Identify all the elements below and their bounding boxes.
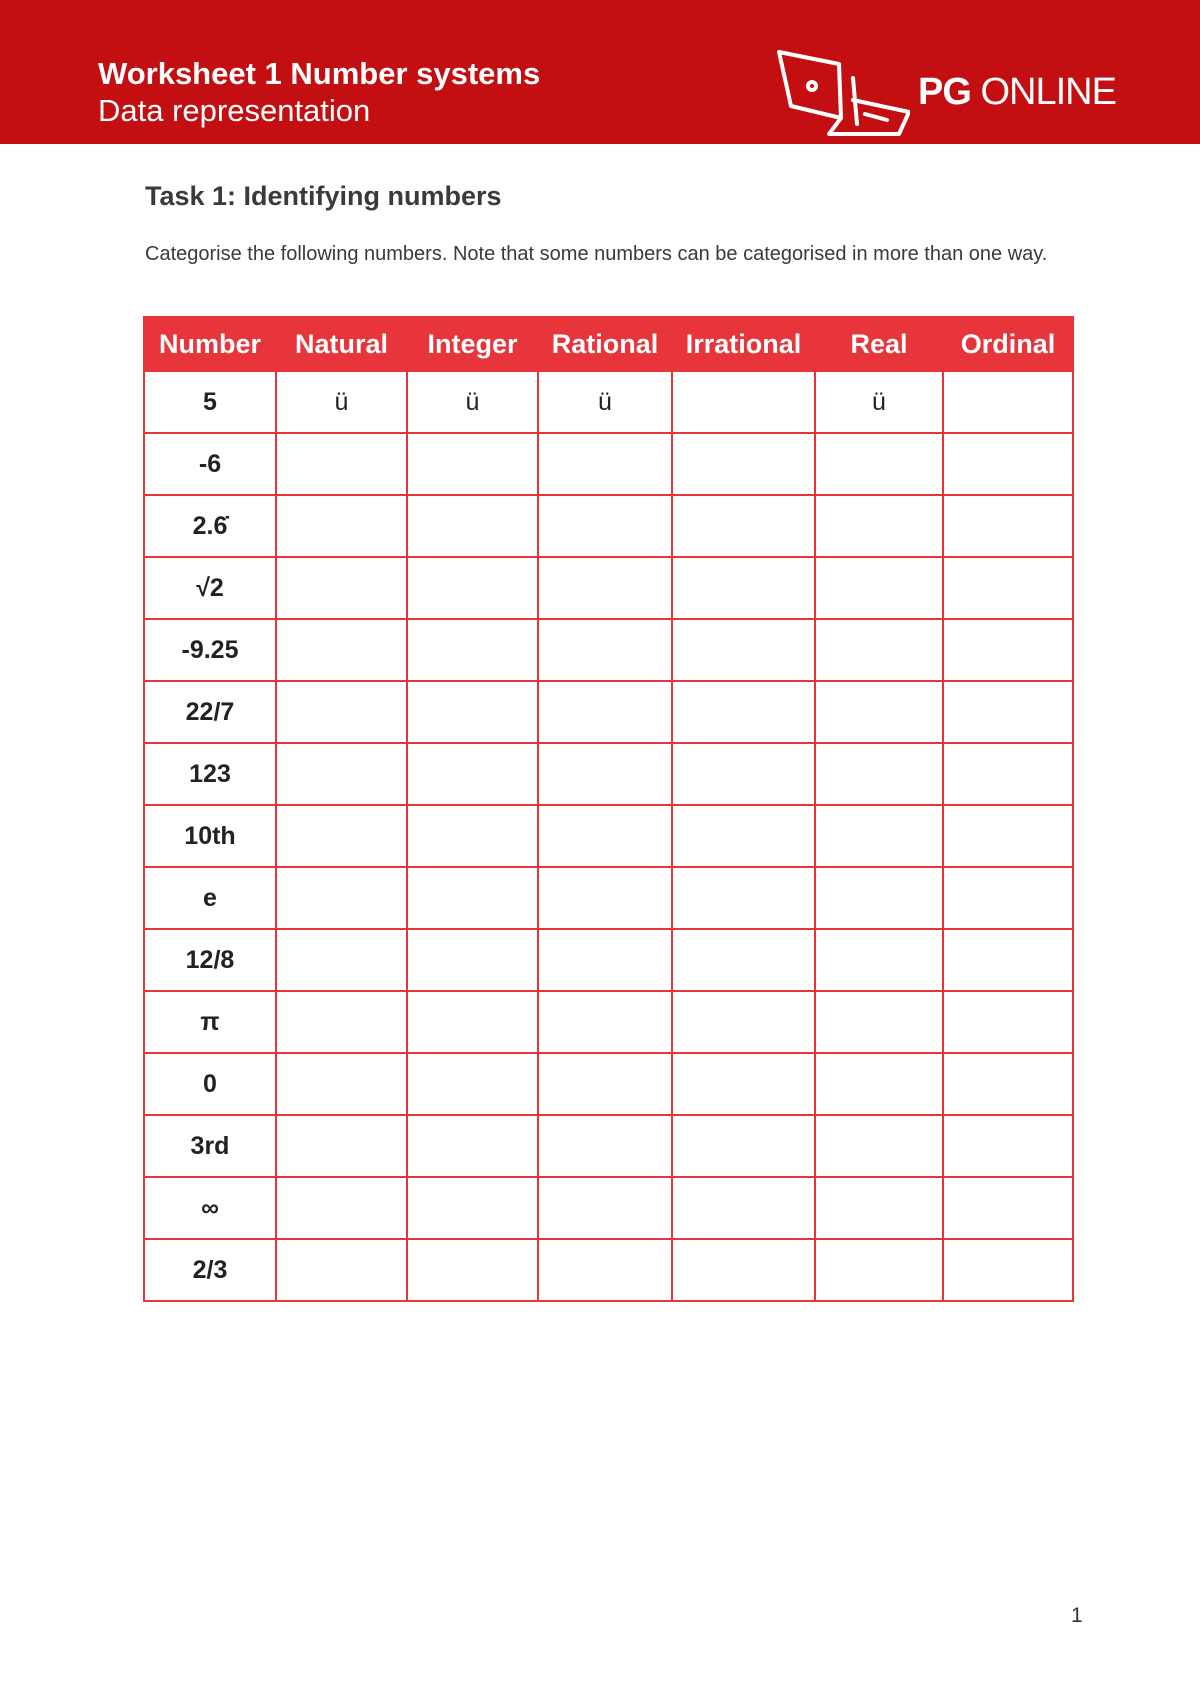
answer-cell-real[interactable]	[815, 867, 943, 929]
number-cell: 123	[144, 743, 276, 805]
answer-cell-irrational[interactable]	[672, 743, 815, 805]
answer-cell-rational[interactable]	[538, 1239, 672, 1301]
answer-cell-rational[interactable]	[538, 619, 672, 681]
answer-cell-irrational[interactable]	[672, 1239, 815, 1301]
number-cell: -6	[144, 433, 276, 495]
number-cell: 2/3	[144, 1239, 276, 1301]
answer-cell-integer[interactable]	[407, 433, 538, 495]
answer-cell-integer[interactable]	[407, 991, 538, 1053]
column-header-integer: Integer	[407, 317, 538, 371]
answer-cell-irrational[interactable]	[672, 805, 815, 867]
laptop-icon	[775, 50, 910, 136]
answer-cell-integer[interactable]	[407, 1115, 538, 1177]
column-header-real: Real	[815, 317, 943, 371]
answer-cell-ordinal[interactable]	[943, 557, 1073, 619]
answer-cell-integer[interactable]	[407, 743, 538, 805]
page-number: 1	[1071, 1604, 1083, 1627]
answer-cell-integer[interactable]	[407, 929, 538, 991]
table-row	[144, 1177, 1073, 1239]
answer-cell-natural[interactable]	[276, 557, 407, 619]
answer-cell-rational[interactable]	[538, 929, 672, 991]
number-cell: 3rd	[144, 1115, 276, 1177]
answer-cell-ordinal[interactable]	[943, 743, 1073, 805]
answer-cell-ordinal[interactable]	[943, 805, 1073, 867]
number-cell: e	[144, 867, 276, 929]
answer-cell-ordinal[interactable]	[943, 1115, 1073, 1177]
answer-cell-integer[interactable]	[407, 805, 538, 867]
answer-cell-ordinal[interactable]	[943, 1177, 1073, 1239]
number-cell: ∞	[144, 1177, 276, 1239]
answer-cell-natural[interactable]	[276, 681, 407, 743]
table-header-row	[144, 317, 1073, 371]
answer-cell-rational[interactable]	[538, 681, 672, 743]
table-row	[144, 743, 1073, 805]
answer-cell-irrational[interactable]	[672, 619, 815, 681]
table-row	[144, 557, 1073, 619]
answer-cell-rational[interactable]	[538, 1053, 672, 1115]
answer-cell-irrational[interactable]	[672, 1053, 815, 1115]
answer-cell-integer[interactable]	[407, 1239, 538, 1301]
answer-cell-rational[interactable]	[538, 805, 672, 867]
column-header-number: Number	[144, 317, 276, 371]
answer-cell-real[interactable]	[815, 743, 943, 805]
table-row	[144, 1115, 1073, 1177]
answer-cell-natural[interactable]	[276, 1177, 407, 1239]
answer-cell-integer[interactable]	[407, 495, 538, 557]
answer-cell-ordinal[interactable]	[943, 681, 1073, 743]
answer-cell-real[interactable]	[815, 991, 943, 1053]
number-cell: 0	[144, 1053, 276, 1115]
answer-cell-integer[interactable]	[407, 681, 538, 743]
answer-cell-irrational[interactable]	[672, 557, 815, 619]
answer-cell-ordinal[interactable]	[943, 433, 1073, 495]
answer-cell-integer[interactable]	[407, 867, 538, 929]
table-row	[144, 371, 1073, 433]
answer-cell-real[interactable]	[815, 495, 943, 557]
answer-cell-rational[interactable]: ü	[538, 371, 672, 433]
answer-cell-rational[interactable]	[538, 867, 672, 929]
number-cell: -9.25	[144, 619, 276, 681]
answer-cell-irrational[interactable]	[672, 991, 815, 1053]
answer-cell-natural[interactable]: ü	[276, 371, 407, 433]
answer-cell-irrational[interactable]	[672, 495, 815, 557]
number-cell: π	[144, 991, 276, 1053]
answer-cell-irrational[interactable]	[672, 1177, 815, 1239]
answer-cell-integer[interactable]	[407, 1053, 538, 1115]
table-row	[144, 1053, 1073, 1115]
table-body	[144, 371, 1073, 1301]
column-header-rational: Rational	[538, 317, 672, 371]
answer-cell-rational[interactable]	[538, 991, 672, 1053]
answer-cell-real[interactable]	[815, 557, 943, 619]
answer-cell-natural[interactable]	[276, 805, 407, 867]
worksheet-subtitle: Data representation	[98, 93, 371, 128]
answer-cell-natural[interactable]	[276, 619, 407, 681]
answer-cell-real[interactable]	[815, 1177, 943, 1239]
answer-cell-real[interactable]	[815, 805, 943, 867]
number-cell: 22/7	[144, 681, 276, 743]
brand-name: PG ONLINE	[918, 71, 1116, 113]
answer-cell-integer[interactable]: ü	[407, 371, 538, 433]
answer-cell-ordinal[interactable]	[943, 991, 1073, 1053]
answer-cell-integer[interactable]	[407, 1177, 538, 1239]
answer-cell-real[interactable]	[815, 929, 943, 991]
table-row	[144, 867, 1073, 929]
answer-cell-real[interactable]	[815, 1053, 943, 1115]
answer-cell-irrational[interactable]	[672, 371, 815, 433]
answer-cell-real[interactable]	[815, 433, 943, 495]
table-row	[144, 619, 1073, 681]
number-classification-table	[143, 316, 1074, 1302]
answer-cell-natural[interactable]	[276, 495, 407, 557]
answer-cell-real[interactable]	[815, 681, 943, 743]
answer-cell-ordinal[interactable]	[943, 371, 1073, 433]
table-row	[144, 495, 1073, 557]
answer-cell-ordinal[interactable]	[943, 1053, 1073, 1115]
answer-cell-rational[interactable]	[538, 1115, 672, 1177]
answer-cell-rational[interactable]	[538, 743, 672, 805]
table-row	[144, 929, 1073, 991]
table-row	[144, 991, 1073, 1053]
answer-cell-rational[interactable]	[538, 433, 672, 495]
answer-cell-real[interactable]	[815, 1115, 943, 1177]
answer-cell-real[interactable]	[815, 619, 943, 681]
answer-cell-ordinal[interactable]	[943, 1239, 1073, 1301]
table-row	[144, 433, 1073, 495]
answer-cell-ordinal[interactable]	[943, 619, 1073, 681]
answer-cell-natural[interactable]	[276, 743, 407, 805]
answer-cell-irrational[interactable]	[672, 929, 815, 991]
header-titles	[98, 56, 540, 130]
answer-cell-rational[interactable]	[538, 557, 672, 619]
number-cell: 2.6̇	[144, 495, 276, 557]
task-instructions: Categorise the following numbers. Note that some numbers can be categorised in more than one way.	[145, 243, 1048, 265]
answer-cell-irrational[interactable]	[672, 681, 815, 743]
answer-cell-natural[interactable]	[276, 991, 407, 1053]
answer-cell-rational[interactable]	[538, 495, 672, 557]
answer-cell-natural[interactable]	[276, 1053, 407, 1115]
column-header-ordinal: Ordinal	[943, 317, 1073, 371]
answer-cell-integer[interactable]	[407, 619, 538, 681]
answer-cell-ordinal[interactable]	[943, 495, 1073, 557]
answer-cell-ordinal[interactable]	[943, 929, 1073, 991]
answer-cell-natural[interactable]	[276, 433, 407, 495]
answer-cell-integer[interactable]	[407, 557, 538, 619]
table-row	[144, 681, 1073, 743]
column-header-natural: Natural	[276, 317, 407, 371]
number-cell: √2	[144, 557, 276, 619]
answer-cell-irrational[interactable]	[672, 1115, 815, 1177]
number-cell: 12/8	[144, 929, 276, 991]
number-cell: 10th	[144, 805, 276, 867]
answer-cell-natural[interactable]	[276, 929, 407, 991]
answer-cell-rational[interactable]	[538, 1177, 672, 1239]
answer-cell-ordinal[interactable]	[943, 867, 1073, 929]
answer-cell-natural[interactable]	[276, 867, 407, 929]
worksheet-title: Worksheet 1 Number systems	[98, 56, 541, 91]
answer-cell-natural[interactable]	[276, 1115, 407, 1177]
number-cell: 5	[144, 371, 276, 433]
answer-cell-irrational[interactable]	[672, 867, 815, 929]
task-title: Task 1: Identifying numbers	[145, 181, 502, 211]
table-row	[144, 1239, 1073, 1301]
page-header	[0, 0, 1200, 144]
answer-cell-real[interactable]	[815, 1239, 943, 1301]
column-header-irrational: Irrational	[672, 317, 815, 371]
answer-cell-irrational[interactable]	[672, 433, 815, 495]
pg-online-logo	[775, 50, 1115, 136]
table-row	[144, 805, 1073, 867]
answer-cell-natural[interactable]	[276, 1239, 407, 1301]
answer-cell-real[interactable]: ü	[815, 371, 943, 433]
